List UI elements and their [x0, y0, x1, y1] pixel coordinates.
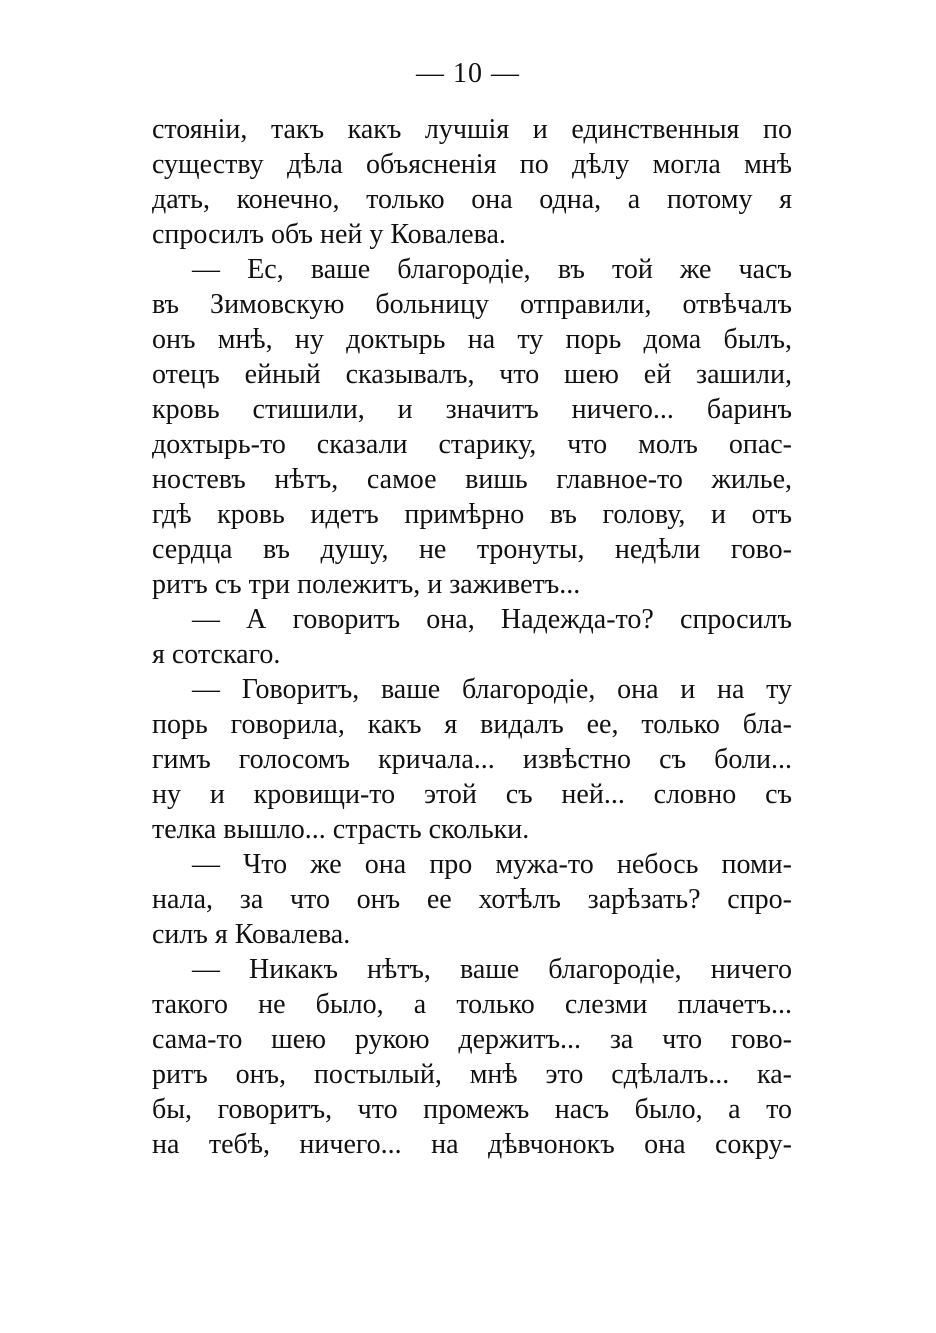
text-line: — Говоритъ, ваше благородiе, она и на ту: [192, 674, 792, 705]
text-line: стоянiи, такъ какъ лучшiя и единственныя по: [152, 114, 792, 145]
text-line: — Что же она про мужа-то небось поми-: [192, 849, 792, 880]
text-line: ритъ съ три полежитъ, и заживетъ...: [152, 569, 581, 600]
text-line: гимъ голосомъ кричала... извѣстно съ боли...: [152, 744, 792, 775]
text-line: телка вышло... страсть скольки.: [152, 814, 530, 845]
text-line: существу дѣла объясненiя по дѣлу могла мнѣ: [152, 149, 792, 180]
text-line: спросилъ объ ней у Ковалева.: [152, 219, 506, 250]
text-line: въ Зимовскую больницу отправили, отвѣчалъ: [152, 289, 792, 320]
text-line: сама-то шею рукою держитъ... за что гово-: [152, 1024, 792, 1055]
text-line: нала, за что онъ ее хотѣлъ зарѣзать? спро-: [152, 884, 792, 915]
text-line: на тебѣ, ничего... на дѣвчонокъ она сокру-: [152, 1129, 792, 1160]
text-line: силъ я Ковалева.: [152, 919, 351, 950]
text-line: такого не было, а только слезми плачетъ...: [152, 989, 792, 1020]
page-text: [152, 112, 792, 1162]
text-line: кровь стишили, и значитъ ничего... баринъ: [152, 394, 792, 425]
text-line: ну и кровищи-то этой съ ней... словно съ: [152, 779, 792, 810]
text-line: дать, конечно, только она одна, а потому я: [152, 184, 792, 215]
text-line: я сотскаго.: [152, 639, 281, 670]
text-line: онъ мнѣ, ну доктырь на ту порь дома былъ,: [152, 324, 792, 355]
text-line: сердца въ душу, не тронуты, недѣли гово-: [152, 534, 792, 565]
text-line: ритъ онъ, постылый, мнѣ это сдѣлалъ... ка-: [152, 1059, 792, 1090]
text-line: гдѣ кровь идетъ примѣрно въ голову, и отъ: [152, 499, 792, 530]
text-line: отецъ ейный сказывалъ, что шею ей зашили,: [152, 359, 792, 390]
text-line: ностевъ нѣтъ, самое вишь главное-то жилье,: [152, 464, 792, 495]
text-line: порь говорила, какъ я видалъ ее, только бла-: [152, 709, 792, 740]
text-line: — Никакъ нѣтъ, ваше благородiе, ничего: [192, 954, 792, 985]
page-number: — 10 —: [416, 58, 520, 89]
text-line: — Ес, ваше благородiе, въ той же часъ: [192, 254, 792, 285]
text-line: — А говоритъ она, Надежда-то? спросилъ: [192, 604, 792, 635]
text-line: дохтырь-то сказали старику, что молъ опас-: [152, 429, 792, 460]
text-line: бы, говоритъ, что промежъ насъ было, а то: [152, 1094, 792, 1125]
